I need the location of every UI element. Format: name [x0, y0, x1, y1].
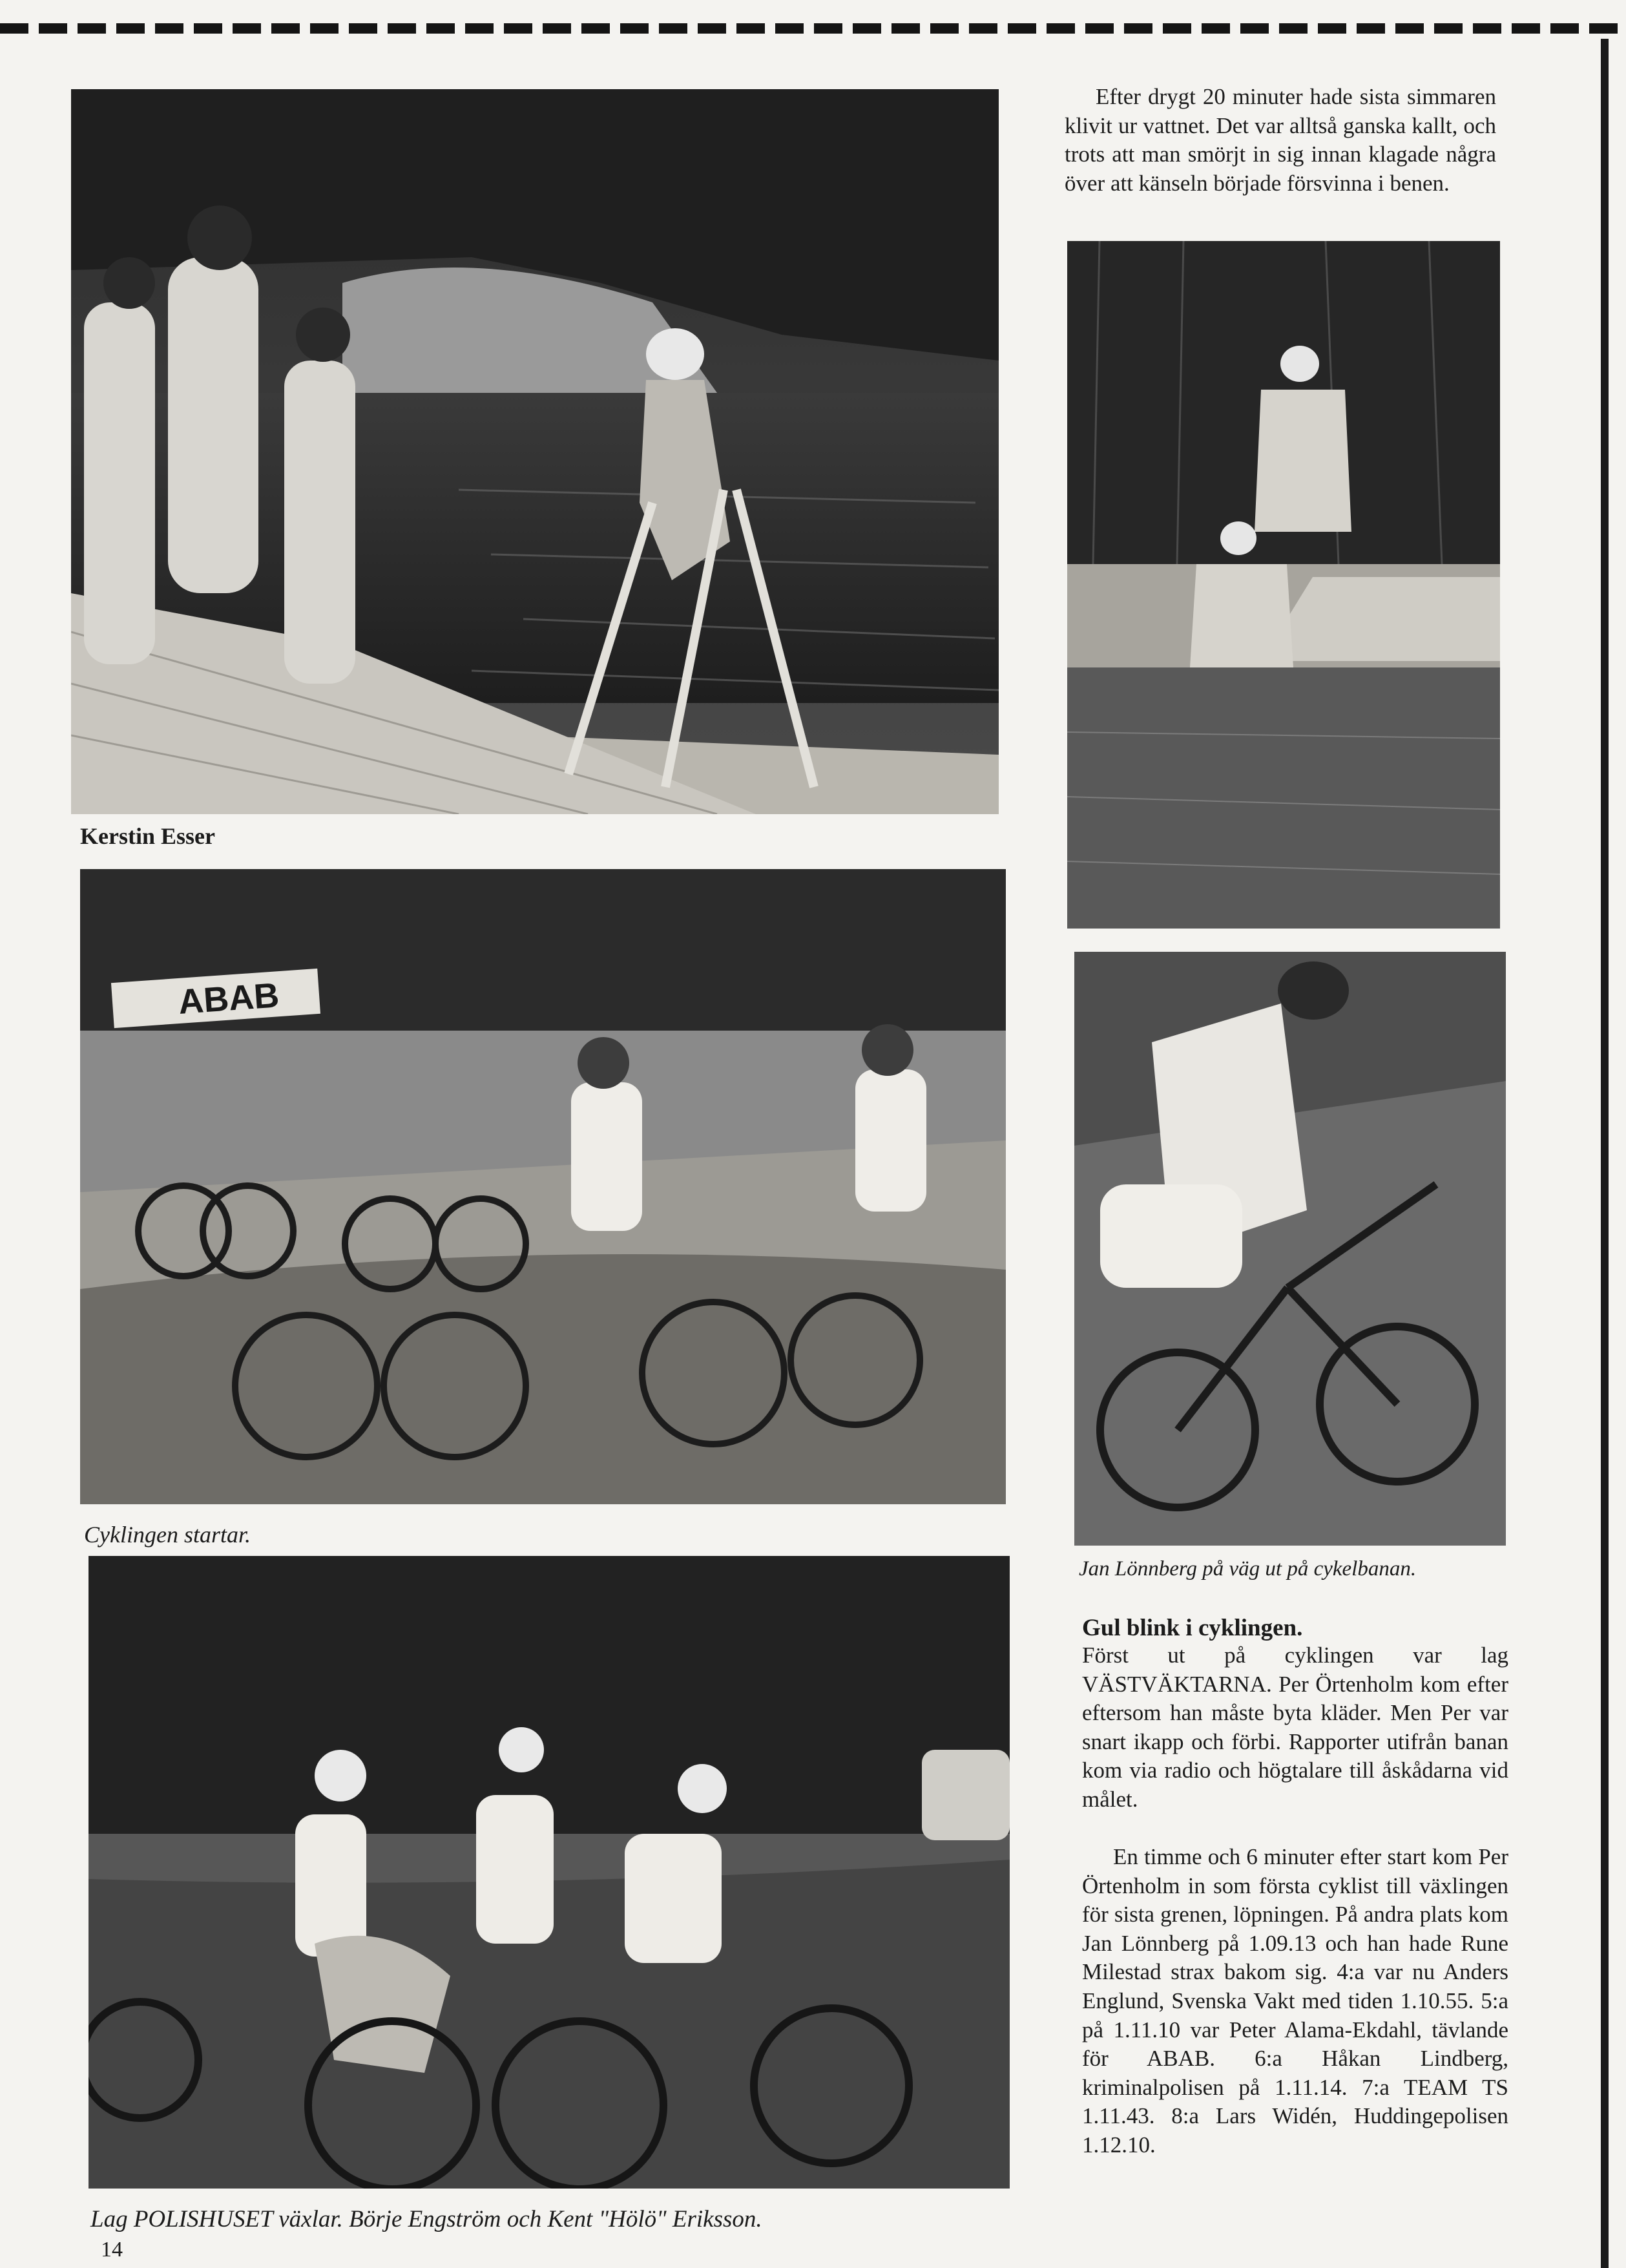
caption-photo3: Cyklingen startar.: [84, 1522, 251, 1548]
article-paragraph-1: Först ut på cyklingen var lag VÄSTVÄKTARNA. Per Örtenholm kom efter eftersom han måste byta kläder. Men Per var snart ikapp och förbi. Rapporter utifrån banan kom via radio och högtalare till åskådarna vid målet.: [1082, 1643, 1508, 1812]
caption-photo4: Jan Lönnberg på väg ut på cykelbanan.: [1079, 1557, 1417, 1580]
article-paragraph-2: En timme och 6 minuter efter start kom Per Örtenholm in som första cyklist till växlingen för sista grenen, löpningen. På andra plats kom Jan Lönnberg på 1.09.13 och han hade Rune Milestad strax bakom sig. 4:a var nu Anders Englund, Svenska Vakt med tiden 1.10.55. 5:a på 1.11.10 var Peter Alama-Ekdahl, tävlande för ABAB. 6:a Håkan Lindberg, kriminalpolisen på 1.11.14. 7:a TEAM TS 1.11.43. 8:a Lars Widén, Huddingepolisen 1.12.10.: [1082, 1844, 1508, 2158]
photo-swimmers-jetty: [1067, 241, 1500, 929]
caption-photo1: Kerstin Esser: [80, 823, 215, 849]
page-number: 14: [101, 2238, 123, 2262]
article-intro: Efter drygt 20 minuter hade sista simmaren klivit ur vattnet. Det var alltså ganska kallt, och trots att man smörjt in sig innan klagade några över att känseln började försvinna i benen.: [1065, 84, 1496, 196]
photo-polishuset-switch: [89, 1556, 1010, 2189]
page-edge-border: [1601, 39, 1609, 2268]
photo-jan-lonnberg: [1074, 952, 1506, 1546]
top-dashed-rule: [0, 23, 1626, 34]
photo-cycling-start: [80, 869, 1006, 1504]
caption-photo5: Lag POLISHUSET växlar. Börje Engström och Kent "Hölö" Eriksson.: [90, 2206, 762, 2232]
article-heading: Gul blink i cyklingen.: [1082, 1615, 1303, 1641]
banner-text: ABAB: [177, 976, 280, 1022]
photo-swimmer-ladder: [71, 89, 999, 814]
